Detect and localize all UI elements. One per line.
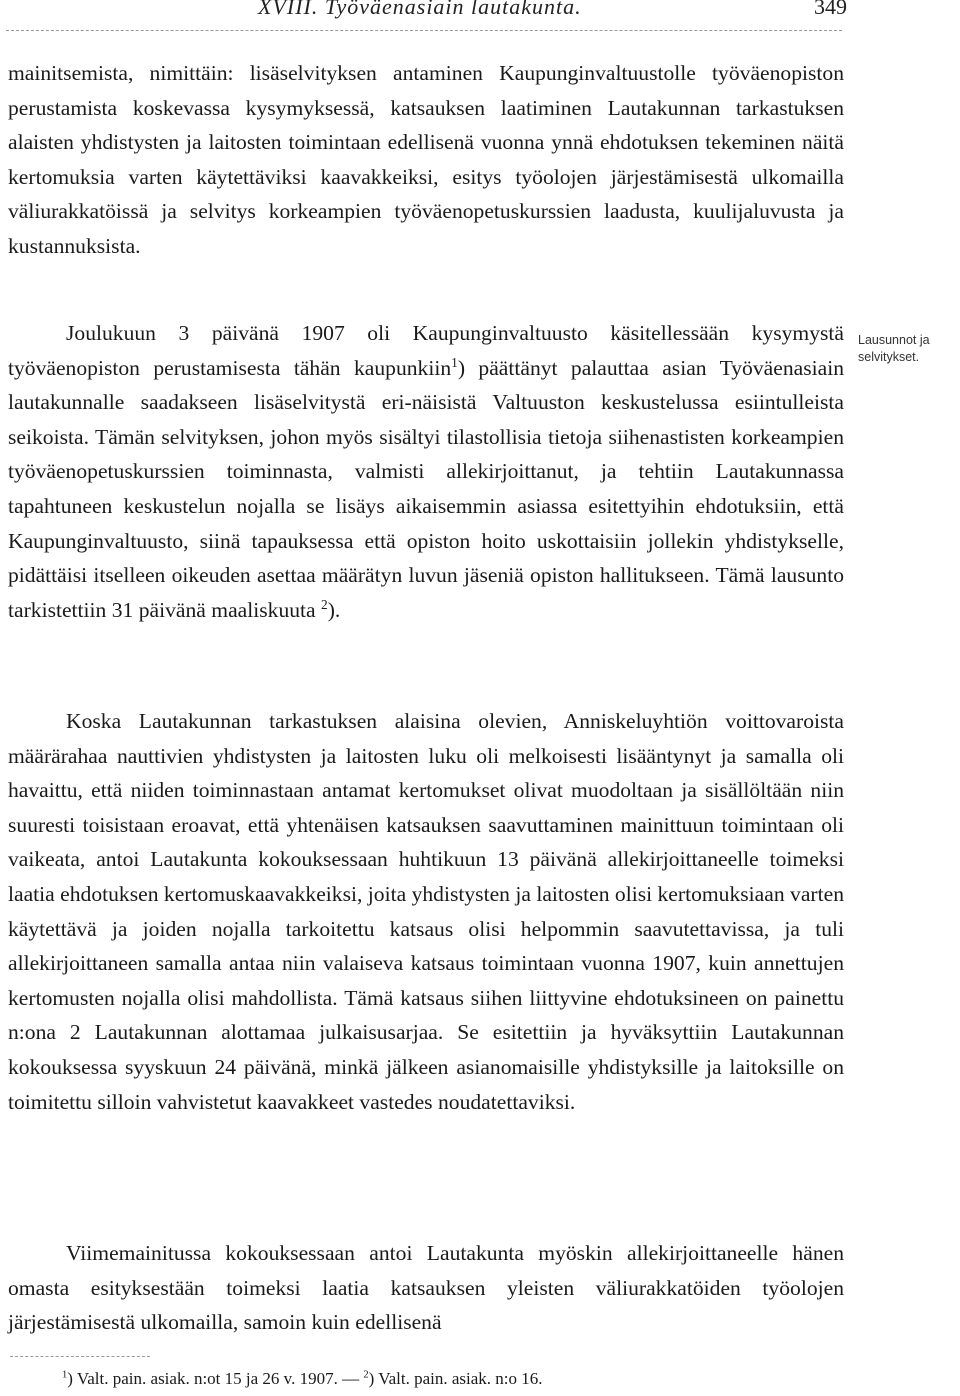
footnote-marker-2: 2	[363, 1369, 369, 1381]
paragraph-text: ).	[327, 597, 341, 622]
footnote-marker-1: 1	[62, 1369, 68, 1381]
footnote-rule	[10, 1356, 150, 1357]
margin-note: Lausunnot ja selvitykset.	[858, 333, 930, 364]
paragraph-text: Joulukuun 3 päivänä 1907 oli Kaupunginvaltuusto käsitellessään kysymystä työväenopiston perustamisesta tähän kaupunkiin	[8, 321, 844, 380]
paragraph-december-decision	[8, 316, 844, 627]
header-rule	[6, 30, 842, 31]
paragraph-report-forms: Koska Lautakunnan tarkastuksen alaisina olevien, Anniskeluyhtiön voittovaroista määrärahaa nauttivien yhdistysten ja laitosten luku oli melkoisesti lisääntynyt ja samalla oli havaittu, että niiden toiminnastaan antamat kertomukset olivat muodoltaan ja sisällöltään niin suuresti toisistaan eroavat, että yhtenäisen katsauksen saavuttaminen mainittuun toimintaan oli vaikeata, antoi Lautakunta kokouksessaan huhtikuun 13 päivänä allekirjoittaneelle toimeksi laatia ehdotuksen kertomuskaavakkeiksi, joita yhdistysten ja laitosten olisi kertomuksiaan varten käytettävä ja joiden nojalla tarkoitettu katsaus olisi helpommin saavutettavissa, ja tuli allekirjoittaneen samalla antaa niin valaiseva katsaus toimintaan vuonna 1907, kuin annettujen kertomusten nojalla olisi mahdollista. Tämä katsaus siihen liittyvine ehdotuksineen on painettu n:ona 2 Lautakunnan alottamaa julkaisusarjaa. Se esitettiin ja hyväksyttiin Lautakunnan kokouksessa syyskuun 24 päivänä, minkä jälkeen asianomaisille yhdistyksille ja laitoksille on toimitettu silloin vahvistetut kaavakkeet vastedes noudatettaviksi.	[8, 709, 844, 1114]
paragraph-text: ) päättänyt palauttaa asian Työväenasiain lautakunnalle saadakseen lisäselvitystä eri-näisistä Valtuuston keskustelussa esiintulleista seikoista. Tämän selvityksen, johon myös sisältyi tilastollisia tietoja siihenastisten korkeampien työväenopetuskurssien toiminnasta, valmisti allekirjoittanut, ja tehtiin Lautakunnassa tapahtuneen keskustelun nojalla se lisäys aikaisemmin asiassa esitettyihin ehdotuksiin, että Kaupunginvaltuusto, siinä tapauksessa että opiston hoito uskottaisiin jollekin yhdistykselle, pidättäisi itselleen oikeuden asettaa määrätyn luvun jäseniä opiston hallitukseen. Tämä lausunto tarkistettiin 31 päivänä maaliskuuta	[8, 355, 844, 622]
footnote-text-2: ) Valt. pain. asiak. n:o 16.	[368, 1369, 543, 1388]
page-number: 349	[814, 0, 847, 19]
footnote-ref-1: 1	[451, 354, 458, 370]
paragraph-continued: mainitsemista, nimittäin: lisäselvityksen antaminen Kaupunginvaltuustolle työväenopiston perustamista koskevassa kysymyksessä, katsauksen laatiminen Lautakunnan tarkastuksen alaisten yhdistysten ja laitosten toimintaan edellisenä vuonna ynnä ehdotuksen tekeminen näitä kertomuksia varten käytettäviksi kaavakkeiksi, esitys työolojen järjestämisestä ulkomailla väliurakkatöissä ja selvitys korkeampien työväenopetuskurssien laadusta, kuulijaluvusta ja kustannuksista.	[8, 61, 844, 258]
chapter-title: XVIII. Työväenasiain lautakunta.	[258, 0, 582, 19]
footnotes	[62, 1368, 842, 1390]
running-header	[0, 0, 960, 22]
paragraph-contract-work: Viimemainitussa kokouksessaan antoi Lautakunta myöskin allekirjoittaneelle hänen omasta esityksestään toimeksi laatia katsauksen yleisten väliurakkatöiden työolojen järjestämisestä ulkomailla, samoin kuin edellisenä	[8, 1241, 844, 1335]
footnote-text-1: ) Valt. pain. asiak. n:ot 15 ja 26 v. 1907. —	[67, 1369, 364, 1388]
footnote-ref-2: 2	[321, 596, 328, 612]
